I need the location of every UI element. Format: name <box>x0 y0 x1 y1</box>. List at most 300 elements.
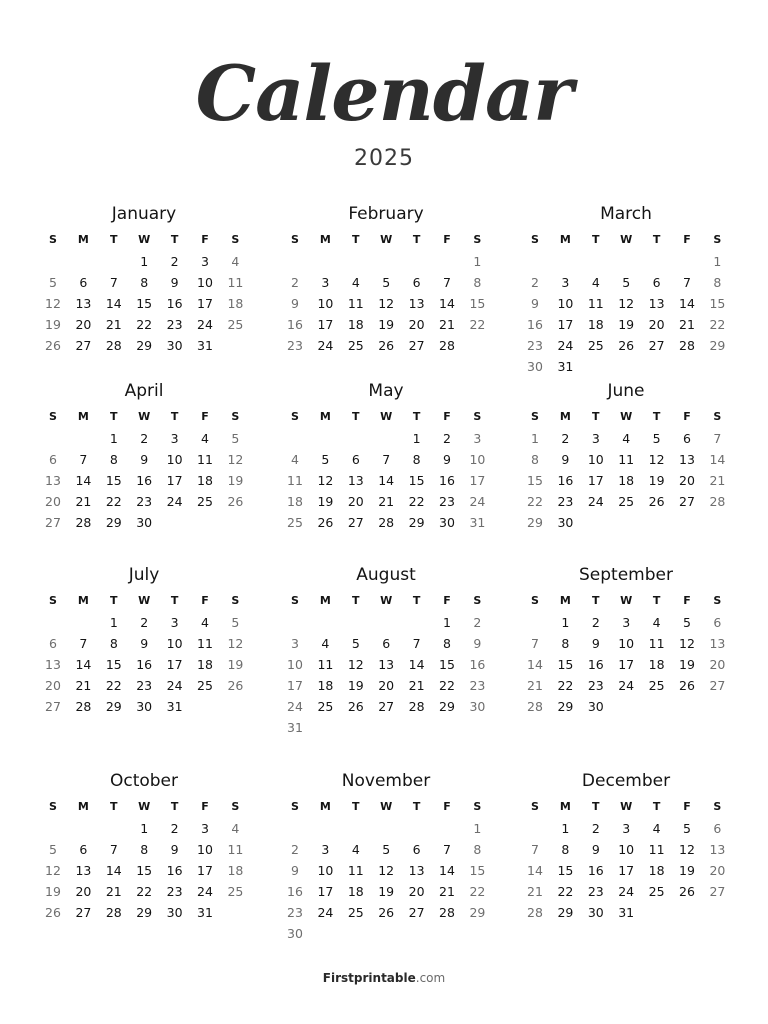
day-cell: 28 <box>408 699 425 714</box>
month-april <box>38 380 250 580</box>
day-cell: 24 <box>469 494 486 509</box>
day-cell: 16 <box>136 657 153 672</box>
day-cell: 3 <box>591 431 600 446</box>
day-cell: 12 <box>45 296 61 311</box>
day-cell: 7 <box>79 452 88 467</box>
weekday-label: M <box>319 594 331 607</box>
day-cell: 31 <box>557 359 574 374</box>
day-cell: 26 <box>45 338 61 353</box>
month-name: January <box>111 204 177 224</box>
month-august <box>280 564 492 764</box>
day-cell: 24 <box>166 494 183 509</box>
weekday-label: S <box>49 594 57 607</box>
day-cell: 19 <box>317 494 334 509</box>
day-cell: 24 <box>287 699 303 714</box>
day-cell: 17 <box>618 863 635 878</box>
weekday-label: S <box>231 410 240 423</box>
month-march <box>520 203 732 403</box>
day-cell: 27 <box>75 338 92 353</box>
day-cell: 9 <box>591 842 600 857</box>
weekday-label: W <box>620 410 633 423</box>
day-cell: 24 <box>197 884 213 899</box>
day-cell: 2 <box>443 431 451 446</box>
day-cell: 4 <box>231 254 240 269</box>
day-cell: 19 <box>227 657 244 672</box>
day-cell: 1 <box>713 254 722 269</box>
day-cell: 7 <box>412 636 421 651</box>
weekday-label: T <box>412 800 421 813</box>
day-cell: 12 <box>227 452 244 467</box>
day-cell: 25 <box>317 699 334 714</box>
day-cell: 31 <box>197 338 213 353</box>
weekday-label: F <box>443 410 451 423</box>
day-cell: 3 <box>321 275 330 290</box>
day-cell: 28 <box>105 905 122 920</box>
month-july <box>38 564 250 764</box>
day-cell: 24 <box>197 317 213 332</box>
day-cell: 20 <box>408 317 425 332</box>
day-cell: 21 <box>709 473 726 488</box>
day-cell: 2 <box>561 431 570 446</box>
day-cell: 29 <box>557 699 574 714</box>
day-cell: 15 <box>136 296 153 311</box>
weekday-label: S <box>473 410 482 423</box>
day-cell: 4 <box>321 636 330 651</box>
day-cell: 10 <box>469 452 486 467</box>
weekday-label: T <box>652 410 661 423</box>
day-cell: 28 <box>439 338 455 353</box>
day-cell: 9 <box>291 863 299 878</box>
day-cell: 2 <box>291 842 299 857</box>
weekday-label: F <box>201 233 209 246</box>
day-cell: 25 <box>197 494 213 509</box>
day-cell: 6 <box>79 842 88 857</box>
day-cell: 4 <box>351 842 360 857</box>
weekday-label: T <box>170 800 179 813</box>
day-cell: 30 <box>166 338 183 353</box>
day-cell: 23 <box>587 884 604 899</box>
day-cell: 19 <box>679 863 695 878</box>
day-cell: 9 <box>170 275 179 290</box>
day-cell: 22 <box>136 884 153 899</box>
day-cell: 29 <box>136 905 153 920</box>
day-cell: 3 <box>170 431 179 446</box>
day-cell: 9 <box>473 636 482 651</box>
day-cell: 29 <box>469 905 486 920</box>
day-cell: 25 <box>347 905 364 920</box>
day-cell: 20 <box>378 678 395 693</box>
day-cell: 11 <box>347 296 364 311</box>
day-cell: 11 <box>347 863 364 878</box>
day-cell: 5 <box>652 431 661 446</box>
footer-credit <box>0 968 768 988</box>
day-cell: 20 <box>709 863 726 878</box>
day-cell: 7 <box>713 431 722 446</box>
weekday-label: F <box>443 800 451 813</box>
day-cell: 20 <box>45 678 61 693</box>
month-may <box>280 380 492 580</box>
weekday-label: W <box>380 233 393 246</box>
weekday-label: W <box>138 594 151 607</box>
day-cell: 23 <box>527 338 543 353</box>
day-cell: 12 <box>45 863 61 878</box>
day-cell: 1 <box>412 431 421 446</box>
day-cell: 27 <box>347 515 364 530</box>
day-cell: 18 <box>197 657 213 672</box>
day-cell: 9 <box>140 636 149 651</box>
weekday-label: S <box>473 800 482 813</box>
day-cell: 5 <box>622 275 631 290</box>
day-cell: 2 <box>591 615 600 630</box>
day-cell: 7 <box>683 275 691 290</box>
day-cell: 5 <box>49 842 57 857</box>
weekday-label: W <box>380 594 393 607</box>
weekday-label: W <box>380 410 393 423</box>
day-cell: 24 <box>587 494 604 509</box>
day-cell: 28 <box>105 338 122 353</box>
day-cell: 7 <box>109 275 118 290</box>
day-cell: 25 <box>648 884 665 899</box>
day-cell: 24 <box>618 678 635 693</box>
day-cell: 14 <box>679 296 695 311</box>
month-name: July <box>128 565 160 585</box>
day-cell: 18 <box>227 863 244 878</box>
weekday-label: S <box>473 594 482 607</box>
day-cell: 26 <box>679 884 695 899</box>
day-cell: 17 <box>166 473 183 488</box>
day-cell: 5 <box>683 615 691 630</box>
day-cell: 9 <box>591 636 600 651</box>
day-cell: 9 <box>531 296 539 311</box>
day-cell: 27 <box>709 678 726 693</box>
day-cell: 1 <box>473 821 482 836</box>
day-cell: 16 <box>287 317 303 332</box>
day-cell: 26 <box>227 494 244 509</box>
day-cell: 1 <box>443 615 451 630</box>
day-cell: 19 <box>378 317 395 332</box>
weekday-label: M <box>319 800 331 813</box>
day-cell: 12 <box>679 636 695 651</box>
day-cell: 2 <box>473 615 482 630</box>
day-cell: 8 <box>140 275 149 290</box>
day-cell: 6 <box>713 615 722 630</box>
day-cell: 5 <box>382 275 391 290</box>
day-cell: 23 <box>166 317 183 332</box>
day-cell: 7 <box>382 452 391 467</box>
day-cell: 26 <box>679 678 695 693</box>
day-cell: 12 <box>317 473 334 488</box>
weekday-label: T <box>110 594 118 607</box>
day-cell: 15 <box>136 863 153 878</box>
day-cell: 29 <box>136 338 153 353</box>
day-cell: 7 <box>443 842 451 857</box>
day-cell: 19 <box>648 473 665 488</box>
day-cell: 17 <box>557 317 574 332</box>
day-cell: 8 <box>473 842 482 857</box>
day-cell: 27 <box>709 884 726 899</box>
day-cell: 10 <box>557 296 574 311</box>
day-cell: 25 <box>618 494 635 509</box>
day-cell: 29 <box>105 699 122 714</box>
month-december <box>520 770 732 970</box>
month-february <box>280 203 492 403</box>
day-cell: 22 <box>527 494 543 509</box>
day-cell: 3 <box>201 821 209 836</box>
day-cell: 8 <box>412 452 421 467</box>
month-name: November <box>341 771 431 791</box>
day-cell: 6 <box>713 821 722 836</box>
day-cell: 6 <box>49 636 57 651</box>
weekday-label: T <box>592 800 600 813</box>
day-cell: 17 <box>469 473 486 488</box>
day-cell: 6 <box>412 842 421 857</box>
weekday-label: S <box>531 233 539 246</box>
day-cell: 10 <box>166 636 183 651</box>
day-cell: 14 <box>709 452 726 467</box>
weekday-label: S <box>531 410 539 423</box>
day-cell: 16 <box>287 884 303 899</box>
day-cell: 16 <box>557 473 574 488</box>
day-cell: 16 <box>527 317 543 332</box>
day-cell: 17 <box>197 296 213 311</box>
weekday-label: S <box>231 594 240 607</box>
day-cell: 10 <box>166 452 183 467</box>
day-cell: 3 <box>622 615 631 630</box>
day-cell: 25 <box>587 338 604 353</box>
day-cell: 29 <box>709 338 726 353</box>
day-cell: 17 <box>166 657 183 672</box>
day-cell: 14 <box>527 863 543 878</box>
day-cell: 11 <box>317 657 334 672</box>
day-cell: 13 <box>75 863 92 878</box>
day-cell: 9 <box>140 452 149 467</box>
day-cell: 21 <box>439 317 455 332</box>
weekday-label: M <box>559 594 571 607</box>
day-cell: 22 <box>469 884 486 899</box>
day-cell: 31 <box>469 515 486 530</box>
day-cell: 4 <box>351 275 360 290</box>
weekday-label: W <box>620 800 633 813</box>
day-cell: 15 <box>439 657 455 672</box>
weekday-label: S <box>231 233 240 246</box>
day-cell: 11 <box>648 636 665 651</box>
day-cell: 31 <box>287 720 303 735</box>
day-cell: 23 <box>136 678 153 693</box>
day-cell: 10 <box>618 842 635 857</box>
day-cell: 8 <box>473 275 482 290</box>
day-cell: 28 <box>75 515 92 530</box>
weekday-label: S <box>291 594 299 607</box>
day-cell: 1 <box>561 615 570 630</box>
day-cell: 12 <box>347 657 364 672</box>
month-name: September <box>579 565 673 585</box>
day-cell: 8 <box>531 452 539 467</box>
day-cell: 21 <box>439 884 455 899</box>
day-cell: 2 <box>140 431 149 446</box>
day-cell: 17 <box>287 678 303 693</box>
day-cell: 4 <box>652 821 661 836</box>
day-cell: 4 <box>231 821 240 836</box>
day-cell: 4 <box>622 431 631 446</box>
day-cell: 11 <box>227 275 244 290</box>
day-cell: 26 <box>378 905 395 920</box>
day-cell: 9 <box>291 296 299 311</box>
day-cell: 18 <box>347 884 364 899</box>
day-cell: 4 <box>652 615 661 630</box>
day-cell: 5 <box>231 431 240 446</box>
day-cell: 13 <box>648 296 665 311</box>
day-cell: 2 <box>591 821 600 836</box>
day-cell: 2 <box>170 254 179 269</box>
weekday-label: T <box>110 410 118 423</box>
day-cell: 22 <box>557 884 574 899</box>
day-cell: 17 <box>587 473 604 488</box>
day-cell: 16 <box>469 657 486 672</box>
weekday-label: T <box>352 594 360 607</box>
day-cell: 9 <box>170 842 179 857</box>
day-cell: 25 <box>347 338 364 353</box>
weekday-label: W <box>620 594 633 607</box>
day-cell: 31 <box>618 905 635 920</box>
day-cell: 23 <box>166 884 183 899</box>
weekday-label: S <box>713 233 722 246</box>
day-cell: 8 <box>109 452 118 467</box>
day-cell: 16 <box>136 473 153 488</box>
day-cell: 11 <box>648 842 665 857</box>
day-cell: 25 <box>287 515 303 530</box>
day-cell: 11 <box>587 296 604 311</box>
day-cell: 1 <box>140 821 149 836</box>
month-name: December <box>581 771 671 791</box>
day-cell: 6 <box>49 452 57 467</box>
day-cell: 23 <box>136 494 153 509</box>
day-cell: 29 <box>105 515 122 530</box>
day-cell: 8 <box>561 636 570 651</box>
day-cell: 8 <box>561 842 570 857</box>
weekday-label: M <box>559 800 571 813</box>
day-cell: 28 <box>439 905 455 920</box>
day-cell: 6 <box>652 275 661 290</box>
day-cell: 3 <box>561 275 570 290</box>
day-cell: 14 <box>408 657 425 672</box>
weekday-label: S <box>713 410 722 423</box>
day-cell: 17 <box>317 884 334 899</box>
day-cell: 21 <box>527 884 543 899</box>
day-cell: 15 <box>709 296 726 311</box>
day-cell: 24 <box>618 884 635 899</box>
day-cell: 17 <box>618 657 635 672</box>
day-cell: 23 <box>287 338 303 353</box>
weekday-label: S <box>291 410 299 423</box>
weekday-label: T <box>652 800 661 813</box>
day-cell: 26 <box>618 338 635 353</box>
weekday-label: M <box>319 233 331 246</box>
day-cell: 10 <box>587 452 604 467</box>
day-cell: 22 <box>469 317 486 332</box>
day-cell: 15 <box>557 863 574 878</box>
day-cell: 8 <box>140 842 149 857</box>
day-cell: 28 <box>527 905 543 920</box>
day-cell: 30 <box>287 926 303 941</box>
day-cell: 28 <box>75 699 92 714</box>
day-cell: 19 <box>679 657 695 672</box>
day-cell: 15 <box>469 296 486 311</box>
day-cell: 4 <box>201 431 209 446</box>
day-cell: 5 <box>231 615 240 630</box>
day-cell: 8 <box>713 275 722 290</box>
day-cell: 10 <box>197 275 213 290</box>
month-name: August <box>356 565 416 585</box>
weekday-label: S <box>713 594 722 607</box>
day-cell: 22 <box>709 317 726 332</box>
day-cell: 4 <box>591 275 600 290</box>
day-cell: 21 <box>105 884 122 899</box>
day-cell: 20 <box>679 473 695 488</box>
day-cell: 7 <box>531 636 539 651</box>
day-cell: 3 <box>473 431 482 446</box>
day-cell: 29 <box>408 515 425 530</box>
footer-domain: .com <box>415 971 446 985</box>
day-cell: 9 <box>443 452 451 467</box>
day-cell: 30 <box>439 515 455 530</box>
month-name: March <box>600 204 652 224</box>
day-cell: 30 <box>136 515 153 530</box>
day-cell: 30 <box>587 905 604 920</box>
weekday-label: S <box>531 800 539 813</box>
day-cell: 19 <box>618 317 635 332</box>
day-cell: 1 <box>531 431 539 446</box>
weekday-label: F <box>443 594 451 607</box>
weekday-label: T <box>592 233 600 246</box>
day-cell: 27 <box>679 494 695 509</box>
day-cell: 15 <box>105 473 122 488</box>
day-cell: 19 <box>347 678 364 693</box>
calendar-year: 2025 <box>354 146 414 171</box>
weekday-label: F <box>683 410 691 423</box>
weekday-label: S <box>49 233 57 246</box>
day-cell: 18 <box>347 317 364 332</box>
day-cell: 19 <box>45 317 61 332</box>
day-cell: 19 <box>45 884 61 899</box>
day-cell: 23 <box>439 494 455 509</box>
weekday-label: T <box>652 233 661 246</box>
day-cell: 24 <box>557 338 574 353</box>
day-cell: 13 <box>709 842 726 857</box>
day-cell: 22 <box>408 494 425 509</box>
day-cell: 20 <box>648 317 665 332</box>
day-cell: 11 <box>287 473 303 488</box>
day-cell: 24 <box>317 338 334 353</box>
weekday-label: S <box>713 800 722 813</box>
day-cell: 22 <box>105 494 122 509</box>
day-cell: 13 <box>75 296 92 311</box>
day-cell: 28 <box>378 515 395 530</box>
day-cell: 15 <box>527 473 543 488</box>
day-cell: 11 <box>197 452 213 467</box>
weekday-label: T <box>592 594 600 607</box>
day-cell: 13 <box>408 863 425 878</box>
footer-brand: Firstprintable <box>322 971 416 985</box>
month-november <box>280 770 492 970</box>
day-cell: 15 <box>105 657 122 672</box>
day-cell: 2 <box>531 275 539 290</box>
day-cell: 27 <box>408 905 425 920</box>
day-cell: 1 <box>561 821 570 836</box>
day-cell: 25 <box>227 884 244 899</box>
weekday-label: S <box>291 800 299 813</box>
month-name: October <box>109 771 179 791</box>
weekday-label: F <box>683 233 691 246</box>
